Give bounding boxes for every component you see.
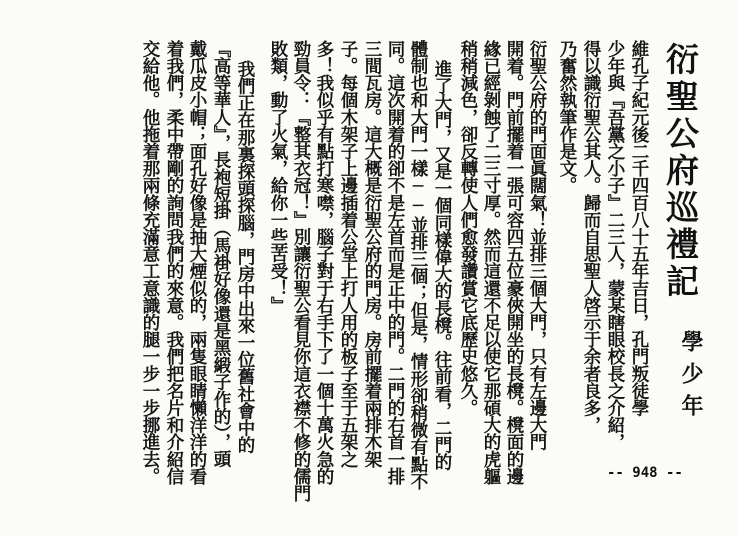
text-column: 稍稍減色，卻反轉使人們愈發讚賞它底歷史悠久。 (458, 40, 478, 417)
text-column: 進了大門，又是一個同樣偉大的長櫈。往前看，二門的 (432, 60, 452, 471)
text-column: 緣已經剝蝕了二三寸厚。然而這還不足以使它那碩大的虎軀 (481, 40, 501, 485)
text-column: 同。這次開着的卻不是左首而是正中的門。二門的右首一排 (385, 40, 405, 485)
text-column: 開着。門前擺着一張可容四五位豪俠開坐的長櫈。櫈面的邊 (504, 40, 524, 485)
text-column: 體制也和大門一樣──並排三個；但是，情形卻稍微有點不 (408, 40, 428, 490)
text-column: 衍聖公府的門面眞闊氣！並排三個大門，只有左邊大門 (527, 40, 547, 451)
text-column: 三間瓦房。這大概是衍聖公府的門房。房前擺着兩排木架 (362, 40, 382, 468)
text-column: 敗類，動了火氣，給你一些苦受！』 (268, 40, 288, 314)
text-column: 交給他。他拖着那兩條充滿意工意識的腿一步一步挪進去。 (140, 40, 160, 485)
text-column: 少年與『吾黨之小子』二三人，蒙某瞎眼校長之介紹， (605, 40, 625, 451)
text-column: 我們正在那裏探頭探腦，門房中出來一位舊社會中的 (235, 60, 255, 454)
page-number: -- 948 -- (607, 465, 683, 481)
text-column: 得以識衍聖公其人。歸而自思聖人啓示于余者良多， (581, 40, 601, 434)
text-column: 勁員令：『整其衣冠！』別讓衍聖公看見你這衣襟不修的儒門 (291, 40, 311, 502)
text-column: 乃奮然執筆作是文。 (557, 40, 577, 194)
text-column: 多！我似乎有點打寒噤，腦子對于右手下了一個十萬火急的 (314, 40, 334, 485)
author-name: 學少年 (678, 330, 704, 426)
text-column: 『高等華人』，長袍短掛（馬褂好像還是黑緞子作的），頭 (211, 40, 231, 468)
text-column: 子。每個木架子上邊插着公堂上打人用的板子至于五架之 (338, 40, 358, 468)
article-title: 衍聖公府巡禮記 (661, 42, 700, 301)
text-column: 維孔子紀元後二千四百八十五年吉日，孔門叛徒學 (629, 40, 649, 417)
text-column: 戴瓜皮小帽；面孔好像是抽大煙似的，兩隻眼睛懶洋洋的看 (187, 40, 207, 485)
text-column: 着我們，柔中帶剛的詢問我們的來意。我們把名片和介紹信 (164, 40, 184, 485)
